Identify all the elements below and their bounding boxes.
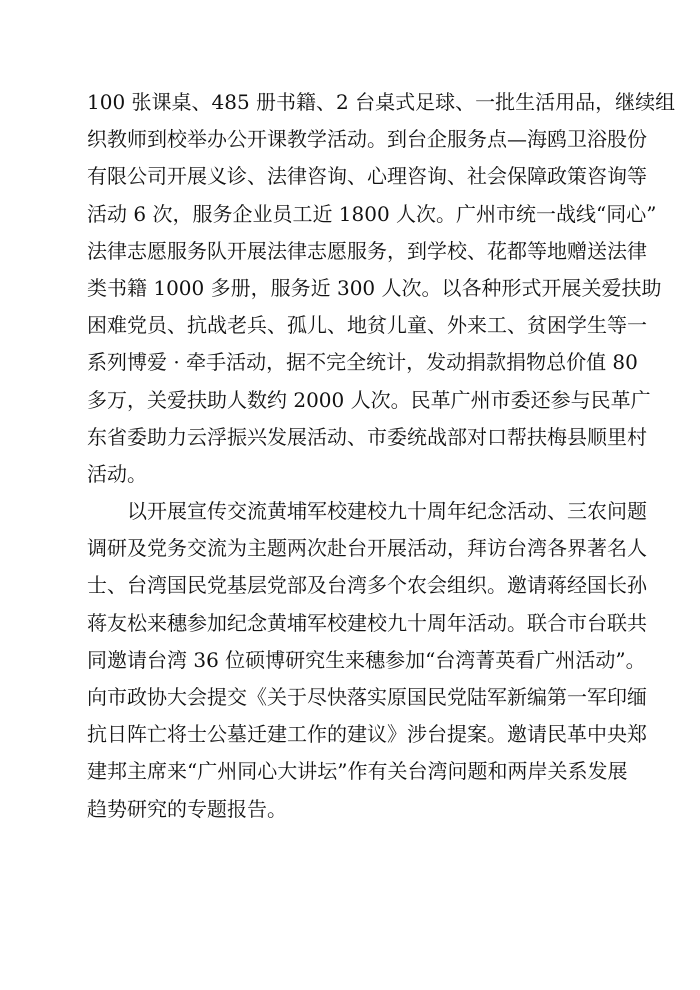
paragraph-2 xyxy=(87,493,647,828)
text-line: 法律志愿服务队开展法律志愿服务，到学校、花都等地赠送法律 xyxy=(87,238,647,263)
text-line: 活动。 xyxy=(87,461,147,486)
text-line: 同邀请台湾 36 位硕博研究生来穗参加“台湾菁英看广州活动”。 xyxy=(87,647,646,672)
text-line: 以开展宣传交流黄埔军校建校九十周年纪念活动、三农问题 xyxy=(127,499,647,524)
text-line: 建邦主席来“广州同心大讲坛”作有关台湾问题和两岸关系发展 xyxy=(87,759,628,784)
text-line: 多万，关爱扶助人数约 2000 人次。民革广州市委还参与民革广 xyxy=(87,387,651,412)
paragraph-1 xyxy=(87,84,676,493)
text-line: 趋势研究的专题报告。 xyxy=(87,796,287,821)
text-line: 抗日阵亡将士公墓迁建工作的建议》涉台提案。邀请民革中央郑 xyxy=(87,722,647,747)
text-line: 向市政协大会提交《关于尽快落实原国民党陆军新编第一军印缅 xyxy=(87,685,647,709)
text-line: 有限公司开展义诊、法律咨询、心理咨询、社会保障政策咨询等 xyxy=(87,164,647,189)
body-text xyxy=(87,84,676,828)
text-line: 东省委助力云浮振兴发展活动、市委统战部对口帮扶梅县顺里村 xyxy=(87,424,647,449)
text-line: 困难党员、抗战老兵、孤儿、地贫儿童、外来工、贫困学生等一 xyxy=(87,313,647,338)
text-line: 织教师到校举办公开课教学活动。到台企服务点—海鸥卫浴股份 xyxy=(87,127,647,152)
text-line: 100 张课桌、485 册书籍、2 台桌式足球、一批生活用品，继续组 xyxy=(87,90,676,114)
text-line: 调研及党务交流为主题两次赴台开展活动，拜访台湾各界著名人 xyxy=(87,536,647,561)
text-line: 士、台湾国民党基层党部及台湾多个农会组织。邀请蒋经国长孙 xyxy=(87,573,647,598)
text-line: 类书籍 1000 多册，服务近 300 人次。以各种形式开展关爱扶助 xyxy=(87,275,662,300)
text-line: 系列博爱 · 牵手活动，据不完全统计，发动捐款捐物总价值 80 xyxy=(87,350,638,375)
text-line: 活动 6 次，服务企业员工近 1800 人次。广州市统一战线“同心” xyxy=(87,201,657,226)
text-line: 蒋友松来穗参加纪念黄埔军校建校九十周年活动。联合市台联共 xyxy=(87,610,647,635)
